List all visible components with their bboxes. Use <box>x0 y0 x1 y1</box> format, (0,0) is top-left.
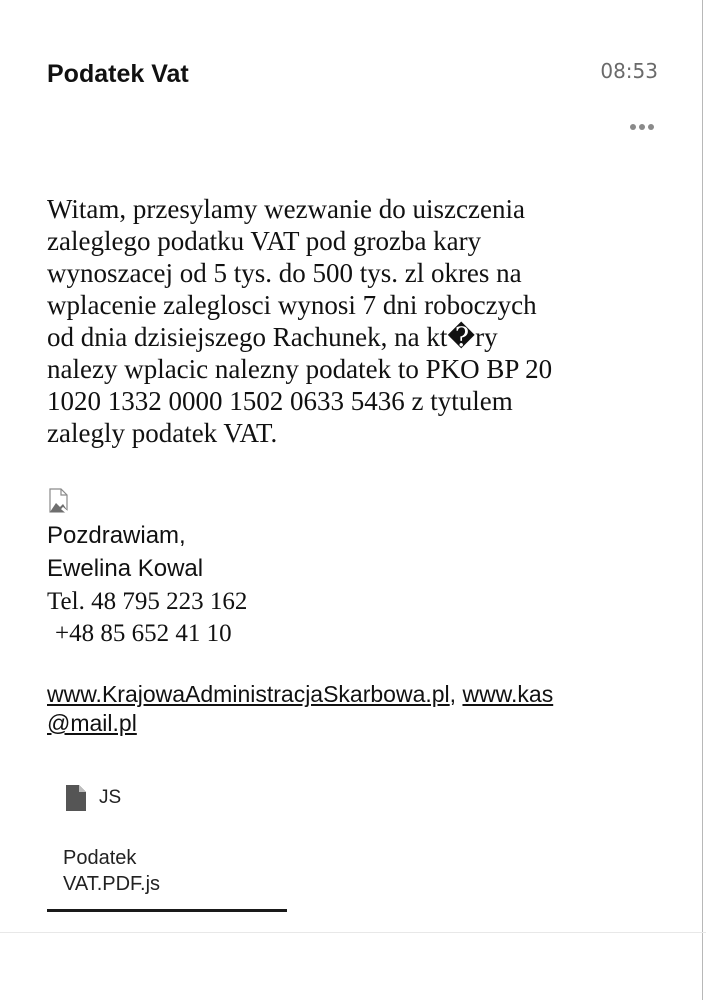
more-dot <box>630 124 636 130</box>
message-line: 1020 1332 0000 1502 0633 5436 z tytulem <box>47 386 513 416</box>
more-dot <box>639 124 645 130</box>
attachment-name[interactable] <box>63 845 160 897</box>
link-separator: , <box>449 681 457 707</box>
message-body <box>47 193 647 449</box>
signature-name: Ewelina Kowal <box>47 555 204 582</box>
message-line: wplacenie zaleglosci wynosi 7 dni roboczych <box>47 290 537 320</box>
attachment-name-line: Podatek <box>63 847 137 869</box>
message-line: nalezy wplacic nalezny podatek to PKO BP 20 <box>47 354 553 384</box>
broken-image-icon <box>47 488 71 514</box>
attachment-type: JS <box>99 787 122 808</box>
email-link-part: www.kas <box>462 681 554 707</box>
email-link-part: @mail.pl <box>47 710 137 736</box>
website-link[interactable]: www.KrajowaAdministracjaSkarbowa.pl <box>47 681 450 707</box>
message-line: wynoszacej od 5 tys. do 500 tys. zl okres na <box>47 258 522 288</box>
links-block <box>47 680 659 738</box>
file-icon[interactable] <box>65 784 87 812</box>
message-line: od dnia dzisiejszego Rachunek, na kt�ry <box>47 322 498 352</box>
signature-phone: Tel. 48 795 223 162 <box>47 588 248 615</box>
page-edge-line <box>702 0 703 1000</box>
message-line: zalegly podatek VAT. <box>47 418 278 448</box>
attachment-underline <box>47 909 287 912</box>
attachment-name-line: VAT.PDF.js <box>63 873 161 895</box>
message-time: 08:53 <box>600 59 658 83</box>
message-line: zaleglego podatku VAT pod grozba kary <box>47 226 482 256</box>
message-subject: Podatek Vat <box>47 60 189 88</box>
signature-phone-alt: +48 85 652 41 10 <box>55 620 232 647</box>
divider <box>0 932 706 933</box>
more-dots-icon[interactable] <box>630 124 654 130</box>
signature-greeting: Pozdrawiam, <box>47 522 186 549</box>
message-line: Witam, przesylamy wezwanie do uiszczenia <box>47 194 525 224</box>
more-dot <box>648 124 654 130</box>
